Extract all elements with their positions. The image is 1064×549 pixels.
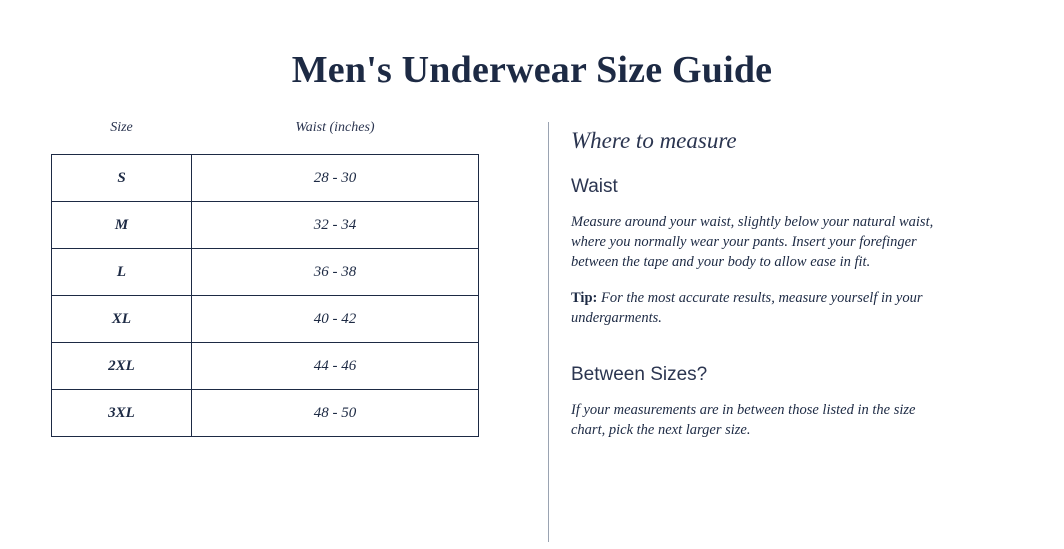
- size-table-column: [0, 120, 548, 437]
- cell-waist: 44 - 46: [192, 343, 479, 390]
- cell-waist: 32 - 34: [192, 202, 479, 249]
- waist-heading: Waist: [571, 176, 618, 197]
- table-row: [52, 202, 479, 249]
- where-to-measure-heading: Where to measure: [571, 128, 737, 153]
- table-body: [52, 155, 479, 437]
- tip-text: For the most accurate results, measure yourself in your undergarments.: [571, 290, 923, 326]
- cell-waist: 40 - 42: [192, 296, 479, 343]
- table-header-row: [52, 120, 479, 155]
- table-head: [52, 120, 479, 155]
- table-row: [52, 249, 479, 296]
- cell-size: M: [52, 202, 192, 249]
- cell-size: 2XL: [52, 343, 192, 390]
- column-header-waist: Waist (inches): [295, 120, 375, 135]
- cell-size: XL: [52, 296, 192, 343]
- page-title: Men's Underwear Size Guide: [291, 49, 773, 91]
- size-chart-table: [51, 120, 479, 437]
- table-row: [52, 390, 479, 437]
- table-row: [52, 343, 479, 390]
- cell-size: L: [52, 249, 192, 296]
- between-sizes-heading: Between Sizes?: [571, 364, 708, 385]
- between-sizes-description: If your measurements are in between those listed in the size chart, pick the next larger size.: [571, 402, 916, 438]
- cell-waist: 36 - 38: [192, 249, 479, 296]
- content-area: [0, 120, 1064, 542]
- cell-size: S: [52, 155, 192, 202]
- cell-size: 3XL: [52, 390, 192, 437]
- table-row: [52, 296, 479, 343]
- table-row: [52, 155, 479, 202]
- cell-waist: 48 - 50: [192, 390, 479, 437]
- tip-label: Tip:: [571, 290, 598, 306]
- cell-waist: 28 - 30: [192, 155, 479, 202]
- tip-paragraph: [571, 288, 936, 328]
- column-header-size: Size: [110, 120, 133, 135]
- waist-description: Measure around your waist, slightly below your natural waist, where you normally wear your pants. Insert your forefinger between the tape and your body to allow ease in fit.: [571, 214, 934, 270]
- measure-info-column: [549, 120, 1064, 456]
